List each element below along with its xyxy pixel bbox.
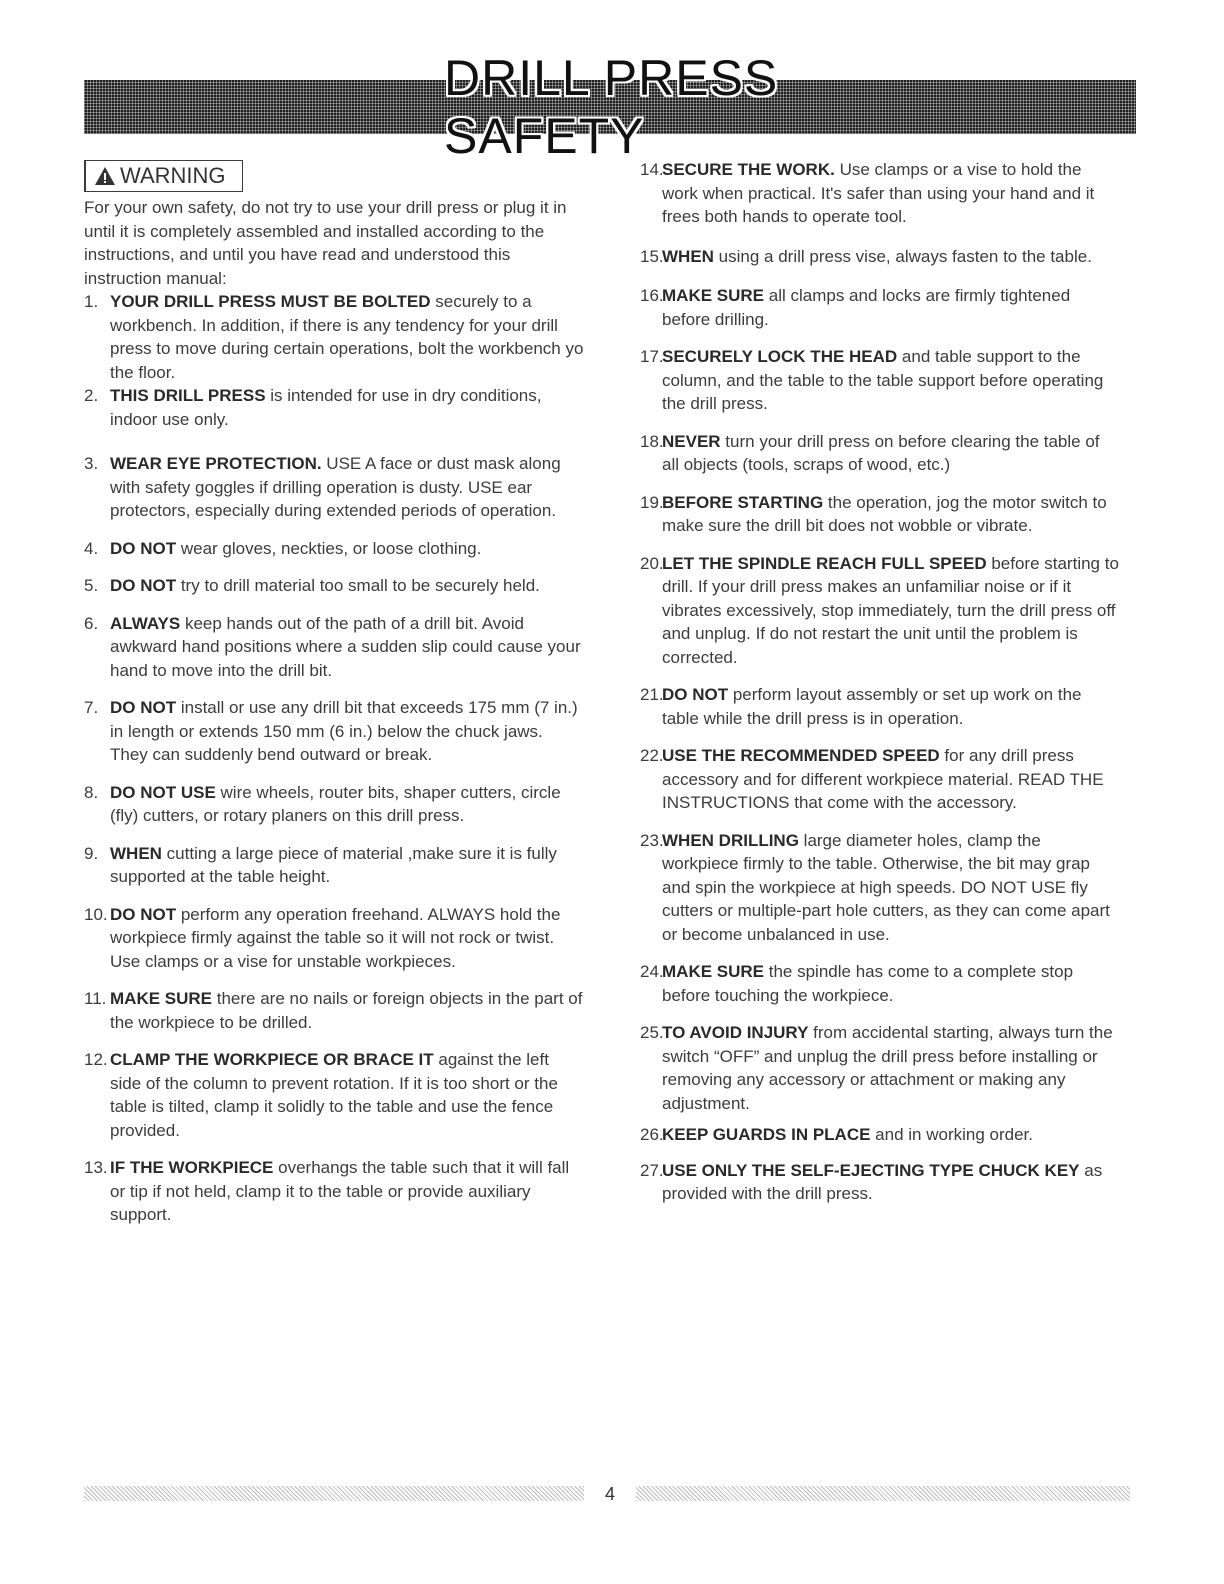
item-text bbox=[662, 1159, 1120, 1206]
safety-item bbox=[640, 491, 1120, 538]
item-text bbox=[110, 537, 584, 561]
item-number: 16. bbox=[640, 286, 664, 305]
item-keyword: WHEN DRILLING bbox=[662, 830, 799, 850]
item-body: turn your drill press on before clearing the table of all objects (tools, scraps of wood, etc.) bbox=[662, 431, 1100, 474]
item-keyword: DO NOT bbox=[110, 538, 177, 558]
item-text bbox=[662, 158, 1120, 229]
item-text bbox=[662, 491, 1120, 538]
item-text bbox=[110, 1048, 584, 1142]
item-keyword: IF THE WORKPIECE bbox=[110, 1158, 274, 1177]
item-text bbox=[662, 284, 1120, 331]
item-number: 20. bbox=[640, 553, 664, 573]
item-text bbox=[662, 1021, 1120, 1115]
item-number: 7. bbox=[84, 698, 99, 717]
item-keyword: YOUR DRILL PRESS MUST BE BOLTED bbox=[110, 292, 431, 311]
item-body: is intended for use in dry conditions, indoor use only. bbox=[110, 386, 542, 429]
item-number: 23. bbox=[640, 830, 664, 850]
item-body: from accidental starting, always turn the switch “OFF” and unplug the drill press before installing or removing any accessory or attachment or making any adjustment. bbox=[662, 1023, 1113, 1113]
item-keyword: THIS DRILL PRESS bbox=[110, 386, 266, 405]
item-body: keep hands out of the path of a drill bit. Avoid awkward hand positions where a sudden slip could cause your hand to move into the drill bit. bbox=[110, 613, 581, 680]
item-keyword: SECURELY LOCK THE HEAD bbox=[662, 347, 898, 366]
safety-item bbox=[84, 290, 584, 384]
safety-item bbox=[640, 829, 1120, 947]
item-text bbox=[662, 1123, 1120, 1147]
item-text bbox=[662, 552, 1120, 670]
item-body: try to drill material too small to be securely held. bbox=[176, 576, 540, 595]
item-number: 5. bbox=[84, 576, 99, 595]
safety-item bbox=[84, 987, 584, 1034]
safety-item bbox=[640, 960, 1120, 1007]
safety-item bbox=[640, 345, 1120, 416]
item-text bbox=[662, 829, 1120, 947]
item-body: large diameter holes, clamp the workpiece firmly to the table. Otherwise, the bit may grap and spin the workpiece at high speeds. DO NOT USE fly cutters or multiple-part hole cutters, as they can come apart or become unbalanced in use. bbox=[662, 830, 1110, 944]
item-keyword: USE THE RECOMMENDED SPEED bbox=[662, 746, 940, 765]
item-body: all clamps and locks are firmly tightened before drilling. bbox=[662, 286, 1071, 329]
item-text bbox=[662, 683, 1120, 730]
left-safety-list bbox=[84, 290, 584, 1227]
item-body: perform layout assembly or set up work on the table while the drill press is in operation. bbox=[662, 685, 1082, 728]
item-text bbox=[110, 290, 584, 384]
page-number: 4 bbox=[604, 1484, 615, 1504]
item-text bbox=[662, 345, 1120, 416]
safety-item bbox=[640, 683, 1120, 730]
item-body: install or use any drill bit that exceeds 175 mm (7 in.) in length or extends 150 mm (6 in.) below the chuck jaws. They can suddenly bend outward or break. bbox=[110, 698, 578, 764]
item-keyword: DO NOT bbox=[110, 904, 177, 924]
safety-item bbox=[640, 158, 1120, 229]
safety-item bbox=[84, 537, 584, 561]
right-column bbox=[640, 158, 1120, 1206]
page-title: DRILL PRESS SAFETY bbox=[444, 50, 779, 164]
item-body: wire wheels, router bits, shaper cutters, circle (fly) cutters, or rotary planers on this drill press. bbox=[110, 782, 561, 825]
safety-item bbox=[640, 430, 1120, 477]
item-keyword: NEVER bbox=[662, 431, 721, 451]
item-keyword: SECURE THE WORK. bbox=[662, 160, 835, 179]
item-body: and table support to the column, and the table to the table support before operating the drill press. bbox=[662, 347, 1104, 413]
item-keyword: DO NOT USE bbox=[110, 782, 216, 802]
item-number: 12. bbox=[84, 1050, 108, 1069]
item-number: 11. bbox=[84, 989, 107, 1008]
item-number: 24. bbox=[640, 962, 664, 981]
item-keyword: USE ONLY THE SELF-EJECTING TYPE CHUCK KEY bbox=[662, 1160, 1080, 1180]
safety-item bbox=[84, 781, 584, 828]
footer-pattern-right bbox=[636, 1486, 1130, 1501]
item-text bbox=[110, 696, 584, 767]
item-body: the operation, jog the motor switch to make sure the drill bit does not wobble or vibrate. bbox=[662, 492, 1107, 535]
item-body: cutting a large piece of material ,make sure it is fully supported at the table height. bbox=[110, 843, 557, 886]
item-text bbox=[110, 781, 584, 828]
item-number: 22. bbox=[640, 746, 664, 765]
item-keyword: KEEP GUARDS IN PLACE bbox=[662, 1125, 871, 1144]
item-number: 10. bbox=[84, 904, 108, 924]
item-number: 13. bbox=[84, 1158, 108, 1177]
right-safety-list bbox=[640, 158, 1120, 1206]
title-banner bbox=[84, 50, 1136, 164]
safety-item bbox=[84, 574, 584, 598]
item-body: perform any operation freehand. ALWAYS hold the workpiece firmly against the table so it will not rock or twist. Use clamps or a vise for unstable workpieces. bbox=[110, 904, 561, 971]
item-keyword: WHEN bbox=[662, 246, 714, 266]
safety-item bbox=[640, 1159, 1120, 1206]
item-number: 21. bbox=[640, 685, 664, 704]
intro-paragraph: For your own safety, do not try to use your drill press or plug it in until it is completely assembled and installed according to the instructions, and until you have read and understood this instruction manual: bbox=[84, 198, 567, 288]
item-body: for any drill press accessory and for different workpiece material. READ THE INSTRUCTIONS that come with the accessory. bbox=[662, 746, 1104, 812]
item-number: 19. bbox=[640, 492, 664, 512]
item-text bbox=[110, 574, 584, 598]
item-number: 6. bbox=[84, 613, 99, 633]
item-text bbox=[662, 245, 1120, 269]
item-body: as provided with the drill press. bbox=[662, 1160, 1103, 1203]
item-number: 9. bbox=[84, 843, 99, 863]
safety-item bbox=[84, 696, 584, 767]
item-keyword: MAKE SURE bbox=[662, 286, 765, 305]
item-number: 3. bbox=[84, 454, 99, 473]
safety-item bbox=[640, 1021, 1120, 1115]
item-body: using a drill press vise, always fasten to the table. bbox=[713, 246, 1092, 266]
item-keyword: CLAMP THE WORKPIECE OR BRACE IT bbox=[110, 1050, 434, 1069]
item-keyword: WHEN bbox=[110, 843, 162, 863]
item-body: the spindle has come to a complete stop before touching the workpiece. bbox=[662, 962, 1074, 1005]
item-body: there are no nails or foreign objects in the part of the workpiece to be drilled. bbox=[110, 989, 583, 1032]
item-text bbox=[110, 384, 584, 431]
safety-item bbox=[84, 452, 584, 523]
item-body: Use clamps or a vise to hold the work when practical. It's safer than using your hand and it frees both hands to operate tool. bbox=[662, 160, 1095, 226]
warning-text: WARNING bbox=[120, 163, 226, 188]
item-text bbox=[662, 744, 1120, 815]
safety-item bbox=[84, 1156, 584, 1227]
item-keyword: WEAR EYE PROTECTION. bbox=[110, 454, 322, 473]
item-number: 17. bbox=[640, 347, 664, 366]
footer-pattern-left bbox=[84, 1486, 584, 1501]
safety-item bbox=[84, 612, 584, 683]
item-keyword: LET THE SPINDLE REACH FULL SPEED bbox=[662, 553, 987, 573]
item-body: overhangs the table such that it will fall or tip if not held, clamp it to the table or provide auxiliary support. bbox=[110, 1158, 570, 1224]
safety-item bbox=[640, 245, 1120, 269]
item-number: 8. bbox=[84, 782, 99, 802]
item-number: 18. bbox=[640, 431, 664, 451]
item-number: 1. bbox=[84, 292, 99, 311]
safety-item bbox=[640, 552, 1120, 670]
item-keyword: MAKE SURE bbox=[662, 962, 765, 981]
item-number: 4. bbox=[84, 538, 99, 558]
item-body: against the left side of the column to prevent rotation. If it is too short or the table is tilted, clamp it solidly to the table and use the fence provided. bbox=[110, 1050, 558, 1140]
safety-item bbox=[84, 903, 584, 974]
item-text bbox=[110, 842, 584, 889]
item-keyword: TO AVOID INJURY bbox=[662, 1023, 809, 1042]
item-keyword: ALWAYS bbox=[110, 613, 181, 633]
item-keyword: MAKE SURE bbox=[110, 989, 213, 1008]
item-body: and in working order. bbox=[870, 1125, 1033, 1144]
item-number: 2. bbox=[84, 386, 99, 405]
safety-item bbox=[84, 384, 584, 431]
item-text bbox=[110, 452, 584, 523]
item-text bbox=[662, 430, 1120, 477]
left-column bbox=[84, 158, 584, 1227]
item-body: before starting to drill. If your drill press makes an unfamiliar noise or if it vibrates excessively, stop immediately, turn the drill press off and unplug. If do not restart the unit until the problem is corrected. bbox=[662, 553, 1119, 667]
safety-item bbox=[84, 1048, 584, 1142]
item-body: USE A face or dust mask along with safety goggles if drilling operation is dusty. USE ear protectors, especially during extended periods of operation. bbox=[110, 454, 561, 520]
item-text bbox=[110, 1156, 584, 1227]
safety-item bbox=[84, 842, 584, 889]
item-text bbox=[110, 903, 584, 974]
item-keyword: DO NOT bbox=[662, 685, 729, 704]
safety-item bbox=[640, 744, 1120, 815]
item-text bbox=[110, 612, 584, 683]
item-number: 27. bbox=[640, 1160, 664, 1180]
item-text bbox=[662, 960, 1120, 1007]
item-number: 14. bbox=[640, 160, 664, 179]
item-keyword: BEFORE STARTING bbox=[662, 492, 824, 512]
item-text bbox=[110, 987, 584, 1034]
item-body: securely to a workbench. In addition, if there is any tendency for your drill press to move during certain operations, bolt the workbench yo the floor. bbox=[110, 292, 584, 382]
item-number: 25. bbox=[640, 1023, 664, 1042]
safety-item bbox=[640, 284, 1120, 331]
item-number: 15. bbox=[640, 246, 664, 266]
item-keyword: DO NOT bbox=[110, 698, 177, 717]
item-keyword: DO NOT bbox=[110, 576, 177, 595]
safety-item bbox=[640, 1123, 1120, 1147]
item-number: 26. bbox=[640, 1125, 664, 1144]
item-body: wear gloves, neckties, or loose clothing. bbox=[176, 538, 482, 558]
